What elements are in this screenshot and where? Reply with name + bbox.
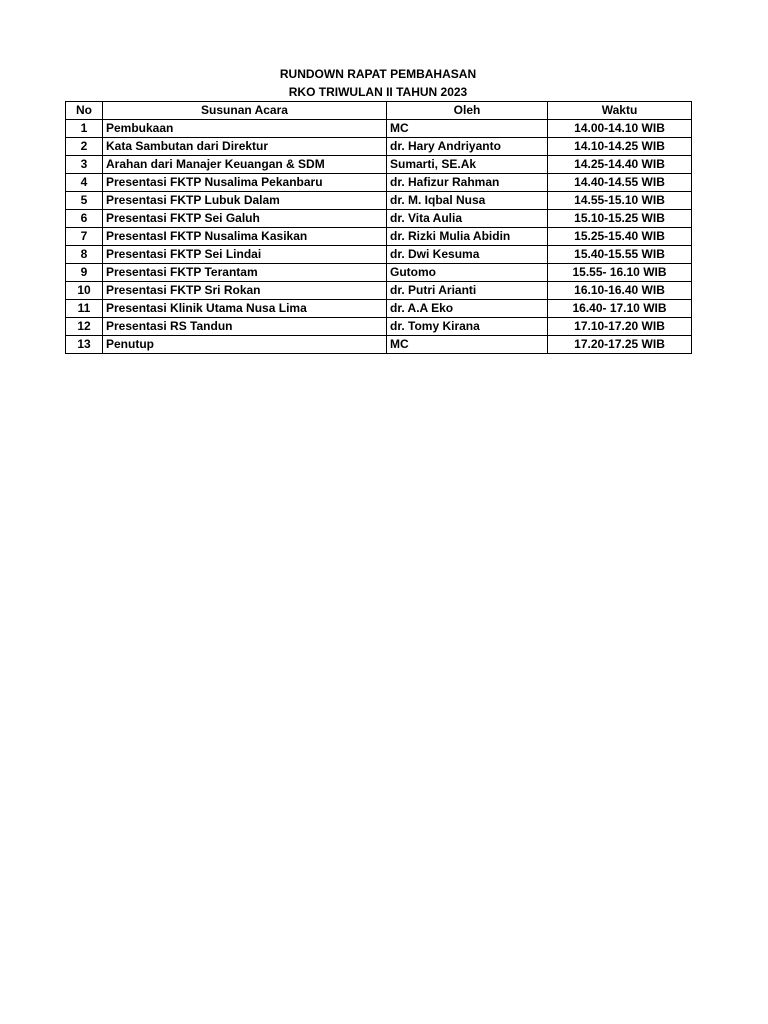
row-number: 5 (66, 192, 103, 210)
table-row (66, 192, 692, 210)
presenter: Gutomo (387, 264, 548, 282)
row-number: 4 (66, 174, 103, 192)
presenter: dr. Tomy Kirana (387, 318, 548, 336)
presenter: dr. Dwi Kesuma (387, 246, 548, 264)
agenda-item: Presentasi FKTP Nusalima Pekanbaru (103, 174, 387, 192)
agenda-item: Presentasi FKTP Sei Lindai (103, 246, 387, 264)
time-slot: 16.10-16.40 WIB (548, 282, 692, 300)
agenda-item: PresentasI FKTP Nusalima Kasikan (103, 228, 387, 246)
time-slot: 14.55-15.10 WIB (548, 192, 692, 210)
agenda-item: Pembukaan (103, 120, 387, 138)
time-slot: 14.10-14.25 WIB (548, 138, 692, 156)
row-number: 13 (66, 336, 103, 354)
time-slot: 14.40-14.55 WIB (548, 174, 692, 192)
header-no: No (66, 102, 103, 120)
agenda-item: Presentasi FKTP Lubuk Dalam (103, 192, 387, 210)
presenter: dr. A.A Eko (387, 300, 548, 318)
row-number: 6 (66, 210, 103, 228)
agenda-item: Presentasi FKTP Terantam (103, 264, 387, 282)
row-number: 7 (66, 228, 103, 246)
table-body (66, 120, 692, 354)
document-title: RUNDOWN RAPAT PEMBAHASAN (279, 67, 477, 81)
header-waktu: Waktu (548, 102, 692, 120)
table-row (66, 282, 692, 300)
table-row (66, 246, 692, 264)
header-susunan-acara: Susunan Acara (103, 102, 387, 120)
table-row (66, 210, 692, 228)
presenter: Sumarti, SE.Ak (387, 156, 548, 174)
agenda-item: Penutup (103, 336, 387, 354)
agenda-item: Presentasi FKTP Sri Rokan (103, 282, 387, 300)
presenter: dr. M. Iqbal Nusa (387, 192, 548, 210)
document-subtitle: RKO TRIWULAN II TAHUN 2023 (288, 85, 468, 99)
time-slot: 15.55- 16.10 WIB (548, 264, 692, 282)
time-slot: 17.20-17.25 WIB (548, 336, 692, 354)
row-number: 8 (66, 246, 103, 264)
time-slot: 15.10-15.25 WIB (548, 210, 692, 228)
agenda-item: Kata Sambutan dari Direktur (103, 138, 387, 156)
row-number: 11 (66, 300, 103, 318)
time-slot: 15.25-15.40 WIB (548, 228, 692, 246)
table-row (66, 300, 692, 318)
row-number: 12 (66, 318, 103, 336)
row-number: 3 (66, 156, 103, 174)
table-header-row (66, 102, 692, 120)
agenda-item: Presentasi Klinik Utama Nusa Lima (103, 300, 387, 318)
table-row (66, 336, 692, 354)
time-slot: 15.40-15.55 WIB (548, 246, 692, 264)
agenda-item: Presentasi FKTP Sei Galuh (103, 210, 387, 228)
header-oleh: Oleh (387, 102, 548, 120)
table-row (66, 120, 692, 138)
time-slot: 14.25-14.40 WIB (548, 156, 692, 174)
table-row (66, 156, 692, 174)
table-row (66, 138, 692, 156)
table-row (66, 174, 692, 192)
presenter: dr. Hafizur Rahman (387, 174, 548, 192)
presenter: MC (387, 120, 548, 138)
presenter: dr. Rizki Mulia Abidin (387, 228, 548, 246)
time-slot: 16.40- 17.10 WIB (548, 300, 692, 318)
time-slot: 17.10-17.20 WIB (548, 318, 692, 336)
rundown-table (65, 101, 692, 354)
row-number: 1 (66, 120, 103, 138)
table-row (66, 228, 692, 246)
table-row (66, 264, 692, 282)
presenter: MC (387, 336, 548, 354)
presenter: dr. Putri Arianti (387, 282, 548, 300)
presenter: dr. Hary Andriyanto (387, 138, 548, 156)
row-number: 10 (66, 282, 103, 300)
agenda-item: Presentasi RS Tandun (103, 318, 387, 336)
row-number: 9 (66, 264, 103, 282)
presenter: dr. Vita Aulia (387, 210, 548, 228)
row-number: 2 (66, 138, 103, 156)
agenda-item: Arahan dari Manajer Keuangan & SDM (103, 156, 387, 174)
time-slot: 14.00-14.10 WIB (548, 120, 692, 138)
table-row (66, 318, 692, 336)
